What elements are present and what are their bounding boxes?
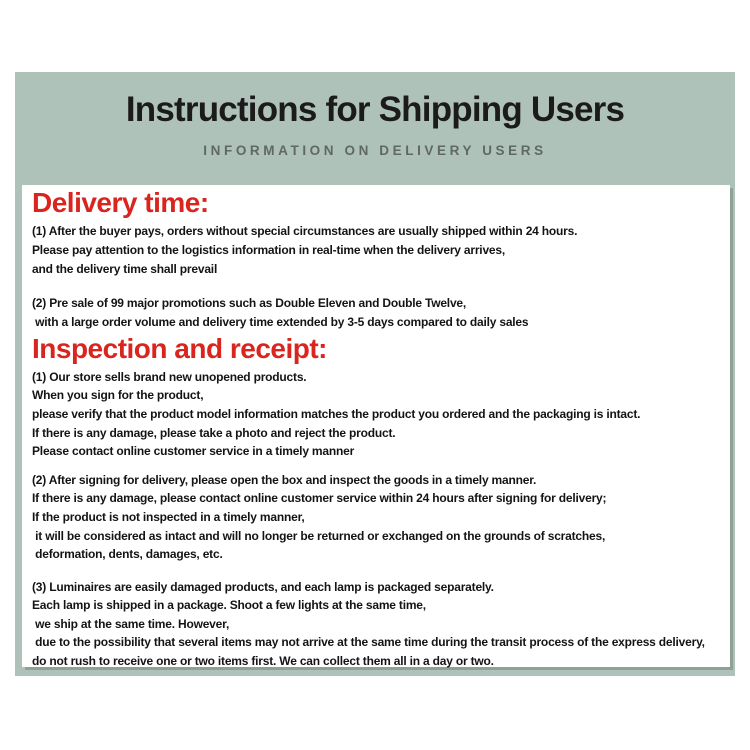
text-line: When you sign for the product, — [32, 388, 204, 403]
page-subtitle: INFORMATION ON DELIVERY USERS — [203, 143, 547, 159]
page-title: Instructions for Shipping Users — [125, 90, 625, 129]
text-line: If there is any damage, please contact online customer service within 24 hours after signing for delivery; — [32, 491, 607, 506]
paragraph-delivery-1 — [32, 222, 726, 278]
text-line: due to the possibility that several items may not arrive at the same time during the transit process of the express delivery, — [32, 635, 705, 650]
text-line: If the product is not inspected in a timely manner, — [32, 509, 305, 524]
text-line: Please pay attention to the logistics information in real-time when the delivery arrives, — [32, 242, 505, 257]
card-header — [15, 72, 735, 158]
paragraph-delivery-2 — [32, 294, 726, 331]
text-line: (1) Our store sells brand new unopened products. — [32, 369, 307, 384]
text-line: please verify that the product model information matches the product you ordered and the packaging is intact. — [32, 406, 641, 421]
instruction-card — [15, 72, 735, 676]
paragraph-inspection-2 — [32, 471, 726, 564]
text-line: (1) After the buyer pays, orders without special circumstances are usually shipped within 24 hours. — [32, 224, 578, 239]
paragraph-inspection-1 — [32, 368, 726, 461]
text-line: it will be considered as intact and will no longer be returned or exchanged on the grounds of scratches, — [32, 528, 606, 543]
section-heading-delivery-time: Delivery time: — [32, 187, 209, 218]
text-line: (2) After signing for delivery, please open the box and inspect the goods in a timely manner. — [32, 472, 537, 487]
text-line: Please contact online customer service in a timely manner — [32, 444, 355, 459]
content-box — [22, 185, 730, 667]
section-heading-inspection-receipt: Inspection and receipt: — [32, 333, 327, 365]
text-line: If there is any damage, please take a photo and reject the product. — [32, 425, 396, 440]
text-line: Each lamp is shipped in a package. Shoot a few lights at the same time, — [32, 598, 426, 613]
text-line: with a large order volume and delivery time extended by 3-5 days compared to daily sales — [32, 314, 529, 329]
text-line: (3) Luminaires are easily damaged products, and each lamp is packaged separately. — [32, 579, 494, 594]
paragraph-inspection-3 — [32, 578, 726, 671]
text-line: we ship at the same time. However, — [32, 616, 230, 631]
text-line: do not rush to receive one or two items first. We can collect them all in a day or two. — [32, 654, 494, 669]
text-line: and the delivery time shall prevail — [32, 261, 218, 276]
text-line: deformation, dents, damages, etc. — [32, 547, 223, 562]
text-line: (2) Pre sale of 99 major promotions such as Double Eleven and Double Twelve, — [32, 296, 467, 311]
